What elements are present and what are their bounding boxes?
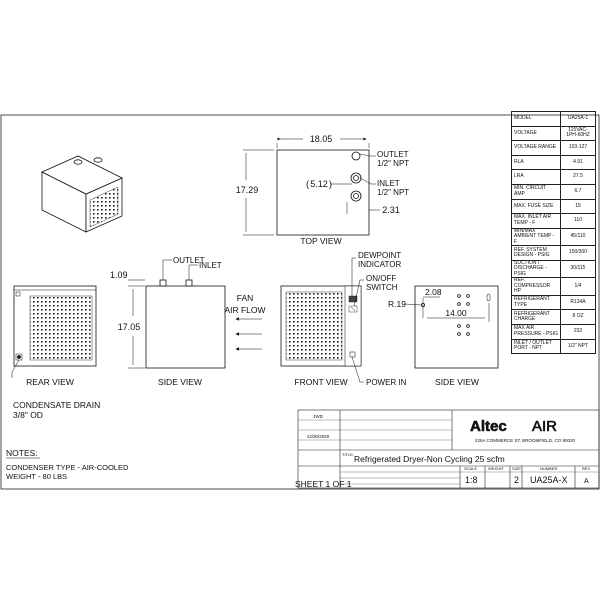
- spec-label: VOLTAGE RANGE: [512, 141, 561, 156]
- side-left-top-dim: 1.09: [110, 270, 128, 280]
- drawn-by: JWD: [313, 414, 323, 419]
- spec-value: 150/300: [561, 246, 596, 261]
- top-inlet-size: 1/2" NPT: [377, 188, 410, 197]
- rev-value: A: [584, 478, 589, 485]
- top-side-dim: 2.31: [382, 205, 400, 215]
- company-logo-left: Altec: [470, 418, 507, 435]
- power-in-label: POWER IN: [366, 378, 407, 387]
- size-value: 2: [514, 475, 520, 485]
- sheet-label: SHEET 1 OF 1: [295, 479, 352, 489]
- spec-label: MAX. FUSE SIZE: [512, 199, 561, 214]
- spec-value: 110: [561, 214, 596, 229]
- notes-line1: CONDENSER TYPE - AIR-COOLED: [6, 463, 129, 472]
- spec-row: [512, 155, 596, 170]
- spec-label: MIN/MAX AMBIENT TEMP - F: [512, 228, 561, 246]
- spec-value: 6.7: [561, 184, 596, 199]
- spec-label: LRA: [512, 170, 561, 185]
- front-caption: FRONT VIEW: [294, 377, 348, 387]
- side-right-radius-dim: R.19: [388, 299, 406, 309]
- drain-size: 3/8" OD: [13, 410, 43, 420]
- spec-row: [512, 141, 596, 156]
- spec-row: [512, 325, 596, 340]
- size-header: SIZE: [512, 466, 521, 471]
- spec-label: SUCTION / DISCHARGE - PSIG: [512, 260, 561, 278]
- spec-value: 1/4: [561, 278, 596, 296]
- spec-row: [512, 112, 596, 127]
- spec-value: 232: [561, 325, 596, 340]
- spec-value: 27.5: [561, 170, 596, 185]
- spec-value: 103-127: [561, 141, 596, 156]
- spec-value: R134A: [561, 295, 596, 310]
- spec-label: REFRIGERANT CHARGE: [512, 310, 561, 325]
- spec-label: REFRIGERANT TYPE: [512, 295, 561, 310]
- spec-label: MIN. CIRCUIT AMP: [512, 184, 561, 199]
- top-inlet-label: INLET: [377, 179, 400, 188]
- company-logo-right: AIR: [532, 418, 558, 435]
- dewpoint-label-2: INDICATOR: [358, 260, 402, 269]
- side-view-right: [405, 286, 498, 368]
- top-outlet-size: 1/2" NPT: [377, 159, 410, 168]
- spec-row: [512, 260, 596, 278]
- spec-value: 45/110: [561, 228, 596, 246]
- notes-heading: NOTES:: [6, 448, 38, 458]
- airflow-arrows: [236, 319, 262, 349]
- top-offset-dim: 5.12: [310, 179, 328, 189]
- number-header: NUMBER: [540, 466, 558, 471]
- side-right-width-dim: 14.00: [445, 308, 467, 318]
- spec-label: MAX AIR PRESSURE - PSIG: [512, 325, 561, 340]
- spec-row: [512, 339, 596, 354]
- top-offset-paren-r: ): [329, 179, 332, 189]
- spec-row: [512, 310, 596, 325]
- spec-label: REF. COMPRESSOR HP: [512, 278, 561, 296]
- iso-view: [42, 156, 122, 232]
- side-left-caption: SIDE VIEW: [158, 377, 202, 387]
- spec-row: [512, 199, 596, 214]
- drawn-date: 12/30/2020: [306, 434, 330, 439]
- switch-label-2: SWITCH: [366, 283, 398, 292]
- title-prefix: TITLE:: [342, 452, 355, 457]
- spec-value: 30/115: [561, 260, 596, 278]
- notes-line2: WEIGHT - 80 LBS: [6, 472, 68, 481]
- spec-row: [512, 126, 596, 141]
- spec-label: REF. SYSTEM DESIGN - PSIG: [512, 246, 561, 261]
- dewpoint-label-1: DEWPOINT: [358, 251, 402, 260]
- weight-header: WEIGHT: [488, 466, 504, 471]
- top-depth-dim: 17.29: [235, 185, 259, 195]
- spec-row: [512, 295, 596, 310]
- top-offset-paren-l: (: [306, 179, 309, 189]
- top-width-dim: 18.05: [309, 134, 333, 144]
- spec-label: MAX. INLET AIR TEMP - F: [512, 214, 561, 229]
- top-view-caption: TOP VIEW: [300, 236, 342, 246]
- spec-row: [512, 214, 596, 229]
- side-view-left: [128, 260, 225, 368]
- scale-value: 1:8: [465, 475, 478, 485]
- switch-label-1: ON/OFF: [366, 274, 397, 283]
- rev-header: REV: [582, 466, 591, 471]
- spec-row: [512, 228, 596, 246]
- airflow-line1: FAN: [236, 293, 254, 303]
- side-left-height-dim: 17.05: [117, 322, 141, 332]
- spec-value: 115VAC-1PH-60HZ: [561, 126, 596, 141]
- scale-header: SCALE: [464, 466, 478, 471]
- spec-table: [511, 111, 596, 354]
- spec-value: 1/2" NPT: [561, 339, 596, 354]
- top-outlet-label: OUTLET: [377, 150, 409, 159]
- front-view: [281, 258, 364, 382]
- spec-label: INLET / OUTLET PORT - NPT: [512, 339, 561, 354]
- rear-caption: REAR VIEW: [26, 377, 74, 387]
- spec-row: [512, 184, 596, 199]
- side-left-outlet-label: OUTLET: [173, 256, 205, 265]
- spec-row: [512, 278, 596, 296]
- spec-label: VOLTAGE: [512, 126, 561, 141]
- spec-row: [512, 170, 596, 185]
- rear-view: [12, 286, 96, 378]
- spec-value: UA25A-1: [561, 112, 596, 127]
- number-value: UA25A-X: [530, 475, 568, 485]
- spec-value: 15: [561, 199, 596, 214]
- spec-row: [512, 246, 596, 261]
- drawing-title: Refrigerated Dryer-Non Cycling 25 scfm: [354, 454, 505, 464]
- side-right-small-dim: 2.08: [425, 287, 442, 297]
- spec-value: 8 OZ: [561, 310, 596, 325]
- spec-value: 4.91: [561, 155, 596, 170]
- drain-label: CONDENSATE DRAIN: [13, 400, 101, 410]
- company-address: 226A COMMERCE ST. BROOMFIELD, CO 80020: [474, 438, 576, 443]
- side-right-caption: SIDE VIEW: [435, 377, 479, 387]
- spec-label: RLA: [512, 155, 561, 170]
- side-left-inlet-label: INLET: [199, 261, 222, 270]
- spec-label: MODEL: [512, 112, 561, 127]
- airflow-line2: AIR FLOW: [224, 305, 266, 315]
